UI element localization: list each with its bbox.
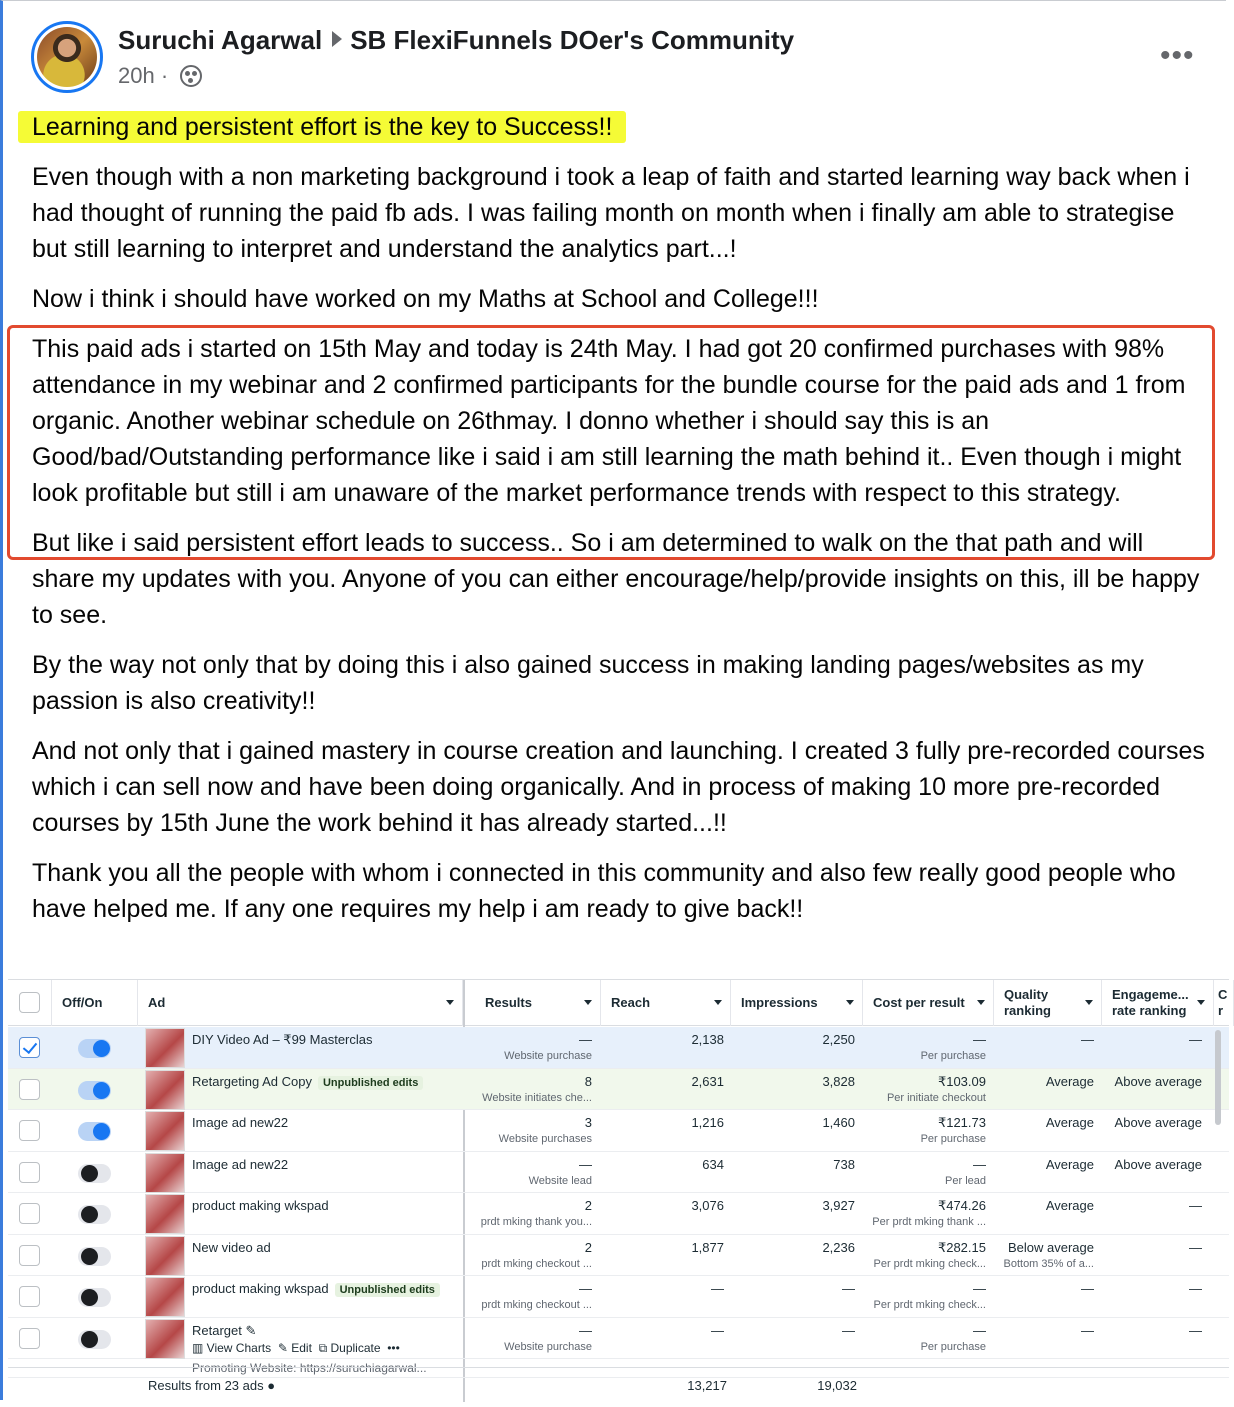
quality-value: Average: [1045, 1115, 1094, 1130]
view-charts-button[interactable]: ▥ View Charts: [192, 1340, 272, 1355]
group-name[interactable]: SB FlexiFunnels DOer's Community: [350, 25, 795, 55]
engagement-value: Above average: [1114, 1156, 1202, 1172]
ad-name[interactable]: Retargeting Ad Copy Unpublished edits: [192, 1074, 423, 1090]
author-avatar[interactable]: [31, 21, 103, 93]
sort-caret-icon: [1197, 1000, 1205, 1005]
quality-value: Average: [1045, 1156, 1094, 1172]
ad-name[interactable]: Image ad new22: [192, 1156, 289, 1172]
impressions-value: —: [842, 1322, 855, 1338]
results-type: prdt mking thank you...: [480, 1216, 592, 1228]
header-toggle[interactable]: Off/On: [52, 980, 138, 1026]
arrow-right-icon: [332, 31, 342, 47]
header-impressions[interactable]: Impressions: [731, 980, 863, 1026]
results-type: Website purchase: [504, 1340, 592, 1353]
ad-name[interactable]: product making wkspad Unpublished edits: [192, 1281, 440, 1297]
results-type: Website purchases: [498, 1133, 592, 1145]
ad-destination: Promoting Website: https://suruchiagarwal...: [192, 1361, 427, 1375]
impressions-value: 2,236: [822, 1239, 855, 1255]
reach-value: —: [711, 1281, 724, 1296]
ad-thumbnail[interactable]: [145, 1028, 185, 1068]
unpublished-badge: Unpublished edits: [318, 1076, 423, 1090]
quality-value: —: [1081, 1281, 1094, 1296]
post-paragraph: But like i said persistent effort leads to success.. So i am determined to walk on the that path and will share my updates with you. Anyone of you can either encourage/help/provide insights on this, ill be happy to see.: [32, 529, 1200, 629]
header-select: [8, 980, 52, 1026]
ad-name[interactable]: New video ad: [192, 1239, 271, 1255]
post-paragraph: Now i think i should have worked on my Maths at School and College!!!: [32, 285, 819, 313]
row-checkbox[interactable]: [19, 1245, 40, 1266]
post-time[interactable]: 20h ·: [118, 63, 175, 88]
sort-caret-icon: [714, 1000, 722, 1005]
engagement-value: —: [1189, 1239, 1202, 1255]
ad-name[interactable]: Retarget ✎: [192, 1322, 257, 1338]
unpublished-badge: Unpublished edits: [335, 1283, 440, 1297]
row-checkbox[interactable]: [19, 1203, 40, 1224]
header-reach[interactable]: Reach: [601, 980, 731, 1026]
sort-caret-icon: [446, 1000, 454, 1005]
ad-toggle[interactable]: [78, 1288, 111, 1307]
reach-value: 2,138: [691, 1032, 724, 1047]
ad-thumbnail[interactable]: [145, 1277, 185, 1317]
table-row[interactable]: [8, 1276, 1229, 1318]
results-value: 8: [584, 1073, 592, 1089]
post-author-line: [118, 25, 794, 56]
ad-thumbnail[interactable]: [145, 1319, 185, 1359]
cost-type: Per purchase: [920, 1133, 986, 1145]
results-type: Website lead: [528, 1174, 592, 1187]
ad-name[interactable]: DIY Video Ad – ₹99 Masterclas: [192, 1032, 373, 1047]
row-checkbox[interactable]: [19, 1079, 40, 1100]
cost-value: —: [973, 1281, 986, 1296]
total-reach: 13,217: [687, 1378, 727, 1393]
highlight-box: [7, 325, 1215, 560]
header-results[interactable]: Results: [463, 980, 601, 1026]
impressions-value: 3,927: [822, 1198, 855, 1213]
ad-toggle[interactable]: [78, 1205, 111, 1224]
ad-toggle[interactable]: [78, 1247, 111, 1266]
edit-button[interactable]: ✎ Edit: [277, 1340, 312, 1355]
row-actions: [192, 1341, 400, 1356]
results-type: Website purchase: [504, 1050, 592, 1062]
engagement-value: —: [1189, 1281, 1202, 1296]
table-row[interactable]: [8, 1152, 1229, 1194]
sort-caret-icon: [977, 1000, 985, 1005]
row-checkbox[interactable]: [19, 1037, 40, 1058]
table-header: [8, 980, 1229, 1026]
results-value: 2: [584, 1198, 592, 1213]
reach-value: —: [711, 1322, 724, 1338]
post-paragraph: By the way not only that by doing this i also gained success in making landing pages/websites as my passion is also creativity!!: [32, 651, 1144, 715]
row-checkbox[interactable]: [19, 1120, 40, 1141]
table-row[interactable]: [8, 1027, 1229, 1069]
cost-type: Per lead: [945, 1174, 986, 1187]
ads-manager-screenshot: [8, 979, 1229, 1401]
cost-type: Per purchase: [920, 1340, 986, 1353]
header-conversion[interactable]: C r: [1214, 980, 1234, 1026]
results-summary-label: Results from 23 ads ●: [148, 1378, 276, 1393]
cost-type: Per prdt mking thank ...: [872, 1216, 986, 1228]
total-impressions: 19,032: [817, 1378, 857, 1393]
results-value: —: [579, 1032, 592, 1047]
quality-value: Average: [1045, 1073, 1094, 1089]
reach-value: 1,216: [691, 1115, 724, 1130]
table-row[interactable]: [8, 1193, 1229, 1235]
cost-type: Per purchase: [920, 1050, 986, 1062]
sort-caret-icon: [1085, 1000, 1093, 1005]
engagement-value: Above average: [1114, 1115, 1202, 1130]
ad-toggle[interactable]: [78, 1039, 111, 1058]
results-value: 3: [584, 1115, 592, 1130]
post-paragraph: And not only that i gained mastery in course creation and launching. I created 3 fully pre-recorded courses which i can sell now and have been doing organically. And in process of making 10 more pre-recorded courses by 15th June the work behind it has already started...!!: [32, 737, 1205, 837]
engagement-value: —: [1189, 1032, 1202, 1047]
results-value: —: [579, 1281, 592, 1296]
quality-value: —: [1081, 1032, 1094, 1047]
vertical-scrollbar[interactable]: [1215, 1030, 1221, 1125]
ad-thumbnail[interactable]: [145, 1070, 185, 1110]
cost-type: Per initiate checkout: [886, 1091, 986, 1104]
cost-type: Per prdt mking check...: [873, 1257, 986, 1270]
post-meta: [118, 63, 202, 89]
engagement-value: —: [1189, 1198, 1202, 1213]
table-row[interactable]: [8, 1110, 1229, 1152]
header-ad[interactable]: Ad: [138, 980, 463, 1026]
ad-name[interactable]: Image ad new22: [192, 1115, 289, 1130]
impressions-value: —: [842, 1281, 855, 1296]
results-summary-row: [8, 1367, 1229, 1407]
row-checkbox[interactable]: [19, 1162, 40, 1183]
more-icon[interactable]: •••: [387, 1340, 400, 1355]
results-type: Website initiates che...: [482, 1091, 592, 1104]
ad-toggle[interactable]: [78, 1081, 111, 1100]
results-type: prdt mking checkout ...: [481, 1257, 592, 1270]
impressions-value: 738: [833, 1156, 855, 1172]
ad-toggle[interactable]: [78, 1164, 111, 1183]
reach-value: 1,877: [691, 1239, 724, 1255]
table-row[interactable]: [8, 1069, 1229, 1111]
author-name[interactable]: Suruchi Agarwal: [118, 25, 323, 55]
row-checkbox[interactable]: [19, 1328, 40, 1349]
results-type: prdt mking checkout ...: [481, 1299, 592, 1311]
impressions-value: 2,250: [822, 1032, 855, 1047]
ad-thumbnail[interactable]: [145, 1194, 185, 1234]
cost-type: Per prdt mking check...: [873, 1299, 986, 1311]
post-headline: Learning and persistent effort is the key to Success!!: [18, 111, 626, 143]
sort-caret-icon: [584, 1000, 592, 1005]
engagement-value: —: [1189, 1322, 1202, 1338]
header-engagement[interactable]: Engageme... rate ranking: [1102, 980, 1214, 1026]
cost-value: ₹474.26: [937, 1198, 986, 1213]
quality-value: —: [1081, 1322, 1094, 1338]
ad-thumbnail[interactable]: [145, 1111, 185, 1151]
cost-value: —: [973, 1322, 986, 1338]
quality-detail: Bottom 35% of a...: [1003, 1257, 1094, 1270]
sort-caret-icon: [846, 1000, 854, 1005]
row-checkbox[interactable]: [19, 1286, 40, 1307]
post-paragraph: Even though with a non marketing background i took a leap of faith and started learning way back when i had thought of running the paid fb ads. I was failing month on month when i finally am able to strategise but still learning to interpret and understand the analytics part...!: [32, 163, 1190, 263]
results-value: 2: [584, 1239, 592, 1255]
cost-value: ₹121.73: [937, 1115, 986, 1130]
post-paragraph: This paid ads i started on 15th May and today is 24th May. I had got 20 confirmed purchases with 98% attendance in my webinar and 2 confirmed participants for the bundle course for the paid ads and 1 from organic. Another webinar schedule on 26thmay. I donno whether i should say this is an Good/bad/Outstanding performance like i said i am still learning the math behind it.. Even though i might look profitable but still i am unaware of the market performance trends with respect to this strategy.: [32, 335, 1186, 507]
results-value: —: [579, 1322, 592, 1338]
ad-thumbnail[interactable]: [145, 1236, 185, 1276]
impressions-value: 3,828: [822, 1073, 855, 1089]
more-options-button[interactable]: •••: [1160, 39, 1195, 72]
reach-value: 2,631: [691, 1073, 724, 1089]
group-privacy-icon: [180, 65, 202, 87]
cost-value: —: [973, 1156, 986, 1172]
select-all-checkbox[interactable]: [19, 992, 40, 1013]
ad-name[interactable]: product making wkspad: [192, 1198, 329, 1213]
cost-value: ₹103.09: [937, 1073, 986, 1089]
cost-value: —: [973, 1032, 986, 1047]
quality-value: Average: [1045, 1198, 1094, 1213]
header-cost[interactable]: Cost per result: [863, 980, 994, 1026]
post-paragraph: Thank you all the people with whom i connected in this community and also few really good people who have helped me. If any one requires my help i am ready to give back!!: [32, 859, 1176, 923]
header-quality[interactable]: Quality ranking: [994, 980, 1102, 1026]
ad-thumbnail[interactable]: [145, 1153, 185, 1193]
results-value: —: [579, 1156, 592, 1172]
quality-value: Below average: [1008, 1239, 1094, 1255]
ad-toggle[interactable]: [78, 1330, 111, 1349]
cost-value: ₹282.15: [937, 1239, 986, 1255]
duplicate-button[interactable]: ⧉ Duplicate: [318, 1340, 381, 1355]
reach-value: 3,076: [691, 1198, 724, 1213]
reach-value: 634: [702, 1156, 724, 1172]
table-row[interactable]: [8, 1235, 1229, 1277]
table-row[interactable]: [8, 1318, 1229, 1360]
engagement-value: Above average: [1114, 1073, 1202, 1089]
impressions-value: 1,460: [822, 1115, 855, 1130]
ad-toggle[interactable]: [78, 1122, 111, 1141]
